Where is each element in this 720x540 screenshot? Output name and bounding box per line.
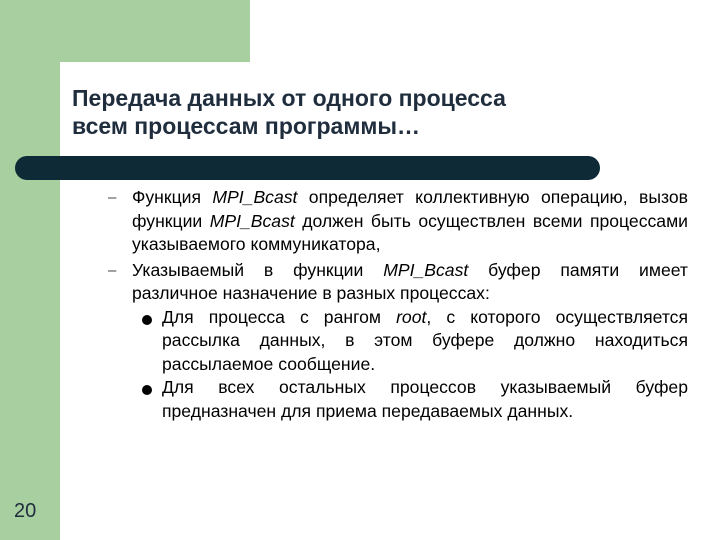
slide-title	[72, 84, 632, 140]
left-accent-strip	[0, 0, 60, 540]
function-name: MPI_Bcast	[212, 187, 298, 207]
page-number: 20	[14, 500, 37, 522]
list-item	[108, 186, 688, 257]
sub-list-item	[108, 376, 688, 423]
sub-list-item	[108, 306, 688, 377]
sub-item-text: Для процесса с рангом	[162, 306, 397, 327]
top-accent-block	[60, 0, 250, 62]
item-text: должен быть осуществлен всеми процессами указываемого коммуникатора,	[132, 210, 689, 254]
item-text: Функция	[132, 187, 213, 207]
title-divider-bar	[15, 156, 600, 180]
root-term: root	[396, 306, 427, 327]
item-text: буфер памяти имеет различное назначение в разных процессах:	[132, 259, 688, 303]
title-line-2: всем процессам программы…	[72, 113, 421, 139]
sub-item-text: Для всех остальных процессов указываемый буфер предназначен для приема передаваемых данных.	[162, 377, 688, 421]
dash-bullet: –	[108, 261, 117, 279]
round-bullet	[142, 315, 152, 325]
item-text: определяет коллективную операцию, вызов функции	[132, 187, 688, 231]
list-item	[108, 259, 688, 306]
function-name: MPI_Bcast	[209, 210, 295, 231]
item-text: Указываемый в функции	[132, 259, 384, 280]
title-line-1: Передача данных от одного процесса	[72, 85, 506, 111]
slide-body	[108, 186, 688, 423]
round-bullet	[142, 385, 152, 395]
sub-item-text: , с которого осуществляется рассылка данных, в этом буфере должно находиться рассылаемое сообщение.	[162, 306, 688, 374]
function-name: MPI_Bcast	[383, 259, 469, 280]
dash-bullet: –	[108, 189, 117, 206]
